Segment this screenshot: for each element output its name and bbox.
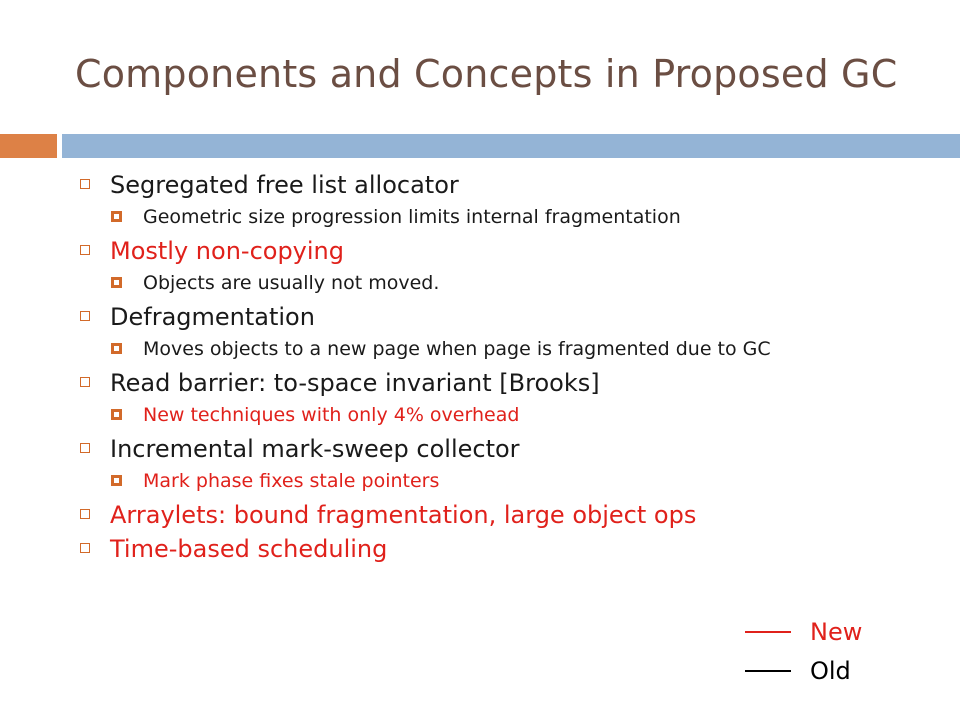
sub-bullet-text: Mark phase fixes stale pointers <box>143 470 440 492</box>
hollow-square-bullet-icon <box>80 377 90 387</box>
bullet-text: Time-based scheduling <box>110 535 388 563</box>
list-item <box>80 206 880 228</box>
hollow-square-bullet-icon <box>80 179 90 189</box>
hollow-square-bullet-icon <box>80 245 90 255</box>
hollow-square-bullet-icon <box>80 311 90 321</box>
list-item <box>80 404 880 426</box>
bullet-text: Mostly non-copying <box>110 237 344 265</box>
hollow-square-bullet-icon <box>80 443 90 453</box>
sub-bullet-text: Geometric size progression limits internal fragmentation <box>143 206 681 228</box>
bullet-text: Arraylets: bound fragmentation, large object ops <box>110 501 697 529</box>
red-line-swatch <box>745 631 791 633</box>
legend-old-label: Old <box>810 657 851 685</box>
bullet-text: Incremental mark-sweep collector <box>110 435 520 463</box>
list-item <box>80 366 880 400</box>
list-item <box>80 272 880 294</box>
list-item <box>80 300 880 334</box>
hollow-square-bullet-icon <box>80 509 90 519</box>
sub-bullet-text: New techniques with only 4% overhead <box>143 404 520 426</box>
black-line-swatch <box>745 670 791 672</box>
list-item <box>80 498 880 532</box>
legend-new-label: New <box>810 618 863 646</box>
filled-square-bullet-icon <box>111 475 122 486</box>
hollow-square-bullet-icon <box>80 543 90 553</box>
sub-bullet-text: Objects are usually not moved. <box>143 272 440 294</box>
list-item <box>80 234 880 268</box>
sub-bullet-text: Moves objects to a new page when page is fragmented due to GC <box>143 338 771 360</box>
filled-square-bullet-icon <box>111 211 122 222</box>
filled-square-bullet-icon <box>111 277 122 288</box>
bullet-text: Read barrier: to-space invariant [Brooks] <box>110 369 600 397</box>
filled-square-bullet-icon <box>111 409 122 420</box>
header-bar <box>62 134 960 158</box>
slide-title: Components and Concepts in Proposed GC <box>75 52 898 96</box>
legend-new <box>745 617 945 647</box>
bullet-text: Segregated free list allocator <box>110 171 459 199</box>
filled-square-bullet-icon <box>111 343 122 354</box>
bullet-list <box>80 168 880 566</box>
list-item <box>80 532 880 566</box>
list-item <box>80 470 880 492</box>
list-item <box>80 338 880 360</box>
accent-bar <box>0 134 57 158</box>
list-item <box>80 168 880 202</box>
list-item <box>80 432 880 466</box>
legend-old <box>745 656 945 686</box>
bullet-text: Defragmentation <box>110 303 315 331</box>
